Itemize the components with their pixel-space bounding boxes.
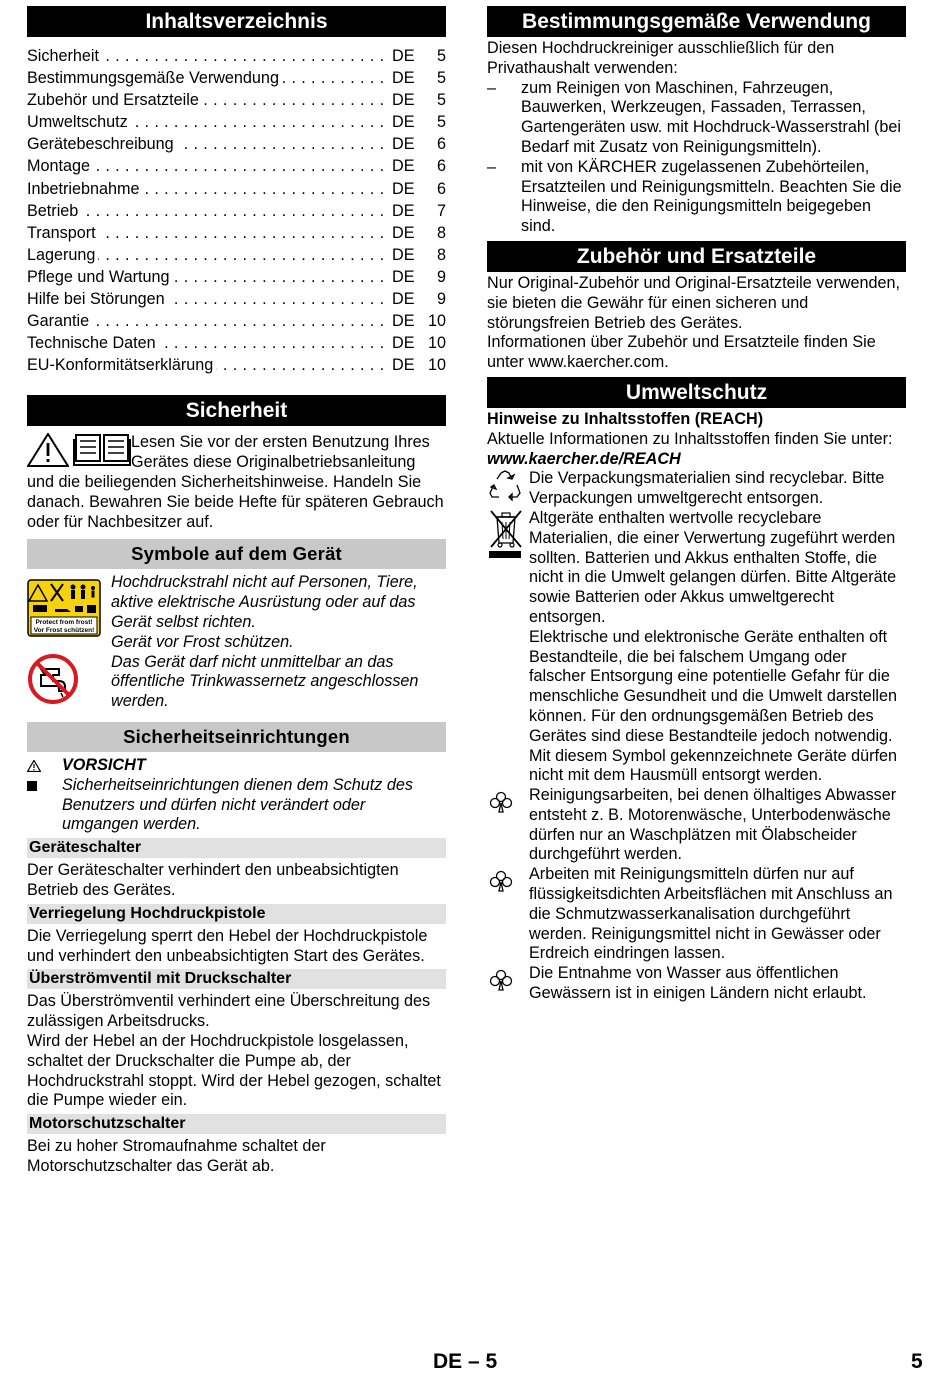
toc-entry-page: 7: [436, 201, 446, 220]
safety-device-text: Die Verriegelung sperrt den Hebel der Hochdruckpistole und verhindert den unbeabsichtigten Start des Gerätes.: [27, 926, 428, 965]
warning-triangle-icon: [27, 433, 69, 467]
toc-entry-page: 8: [436, 245, 446, 264]
sticker-text-de: Vor Frost schützen!: [33, 627, 95, 635]
toc-entry[interactable]: [27, 244, 446, 266]
toc-entry-page: 8: [436, 223, 446, 242]
toc-entry[interactable]: [27, 266, 446, 288]
safety-device-title: Überströmventil mit Druckschalter: [27, 969, 446, 989]
accessories-text-2: Informationen über Zubehör und Ersatzteile finden Sie unter www.kaercher.com.: [487, 333, 876, 372]
toc-entry-title: Hilfe bei Störungen: [27, 290, 168, 308]
right-column: [487, 6, 906, 1004]
safety-device-title: Geräteschalter: [27, 838, 446, 858]
toc-entry-lang: DE: [390, 266, 420, 288]
toc-entry-page: 9: [436, 267, 446, 286]
warning-manual-icon: [27, 433, 131, 473]
safety-intro-line-2: Gerätes diese Originalbetriebsanleitung: [131, 453, 416, 472]
toc-entry[interactable]: [27, 45, 446, 67]
toc-entry-title: Inbetriebnahme: [27, 180, 143, 198]
toc-entry-title: Transport: [27, 224, 99, 242]
environment-note-text: Die Entnahme von Wasser aus öffentlichen Gewässern ist in einigen Ländern nicht erlaubt.: [529, 964, 867, 1003]
safety-device-title: Motorschutzschalter: [27, 1114, 446, 1134]
toc-entry-page: 5: [436, 47, 446, 65]
toc-entry[interactable]: [27, 89, 446, 111]
toc-entry[interactable]: [27, 354, 446, 376]
usage-intro: Diesen Hochdruckreiniger ausschließlich für den Privathaushalt verwenden:: [487, 39, 835, 77]
reach-text: Aktuelle Informationen zu Inhaltsstoffen finden Sie unter:: [487, 429, 893, 448]
footer-section-label: DE – 5: [433, 1350, 498, 1373]
toc-entry[interactable]: [27, 178, 446, 200]
safety-device-text-2: Wird der Hebel an der Hochdruckpistole losgelassen, schaltet der Druckschalter die Pumpe ab, der Hochdruckstrahl stoppt. Wird der Hebel gezogen, schaltet die Pumpe wieder ein.: [27, 1031, 441, 1110]
toc-entry[interactable]: [27, 310, 446, 332]
usage-item-text: zum Reinigen von Maschinen, Fahrzeugen, Bauwerken, Werkzeugen, Fassaden, Terrassen, Gartengeräten usw. mit Hochdruck-Wasserstrahl (bei Bedarf mit Zusatz von Reinigungsmitteln).: [521, 78, 901, 156]
usage-list-item: [487, 79, 906, 158]
symbol-text-frost: Gerät vor Frost schützen.: [111, 632, 294, 651]
toc-entry-page: 5: [436, 69, 446, 88]
bullet-square-icon: [27, 781, 37, 791]
safety-device-text: Bei zu hoher Stromaufnahme schaltet der Motorschutzschalter das Gerät ab.: [27, 1137, 326, 1175]
toc-entry-page: 6: [436, 157, 446, 176]
environment-notes: [487, 786, 906, 1004]
symbol-text-pressure: Hochdruckstrahl nicht auf Personen, Tiere, aktive elektrische Ausrüstung oder auf das Gerät selbst richten.: [111, 573, 418, 631]
toc-entry-title: Pflege und Wartung: [27, 268, 172, 286]
footer-page-number: 5: [911, 1350, 923, 1373]
accessories-text-1: Nur Original-Zubehör und Original-Ersatzteile verwenden, sie bieten die Gewähr für einen sicheren und störungsfreien Betrieb des Gerätes.: [487, 273, 900, 332]
caution-text: Sicherheitseinrichtungen dienen dem Schutz des Benutzers und dürfen nicht verändert oder umgangen werden.: [62, 775, 413, 834]
environment-note-icon: [489, 791, 513, 813]
usage-heading: Bestimmungsgemäße Verwendung: [487, 6, 906, 37]
usage-item-text: mit von KÄRCHER zugelassenen Zubehörteilen, Ersatzteilen und Reinigungsmitteln. Beachten Sie die Hinweise, die den Reinigungsmitteln beigegeben sind.: [521, 157, 902, 236]
environment-note: [487, 865, 906, 964]
toc-entry[interactable]: [27, 332, 446, 354]
caution-block: [27, 756, 446, 835]
toc-entry-page: 9: [436, 290, 446, 309]
toc-entry-lang: DE: [390, 45, 420, 67]
toc-entry-title: Betrieb: [27, 202, 81, 220]
toc-entry-lang: DE: [390, 222, 420, 244]
toc-entry-title: Zubehör und Ersatzteile: [27, 91, 202, 109]
safety-intro-rest: und die beiliegenden Sicherheitshinweise. Handeln Sie danach. Bewahren Sie beide Hefte für späteren Gebrauch oder für Nachbesitzer auf.: [27, 473, 444, 531]
caution-label: VORSICHT: [62, 755, 146, 774]
toc-entry[interactable]: [27, 155, 446, 177]
recycle-text: Die Verpackungsmaterialien sind recyclebar. Bitte Verpackungen umweltgerecht entsorgen.: [529, 469, 885, 508]
toc-entry[interactable]: [27, 67, 446, 89]
toc-entry-lang: DE: [390, 178, 420, 200]
toc-entry-title: EU-Konformitätserklärung: [27, 356, 216, 374]
toc-entry-lang: DE: [390, 354, 420, 376]
toc-entry[interactable]: [27, 222, 446, 244]
manual-book-icon: [73, 433, 131, 467]
safety-heading: Sicherheit: [27, 395, 446, 426]
toc-entry-title: Bestimmungsgemäße Verwendung: [27, 69, 282, 87]
toc-entry-page: 5: [436, 91, 446, 110]
toc-list: [27, 45, 446, 376]
toc-entry-lang: DE: [390, 133, 420, 155]
toc-entry-lang: DE: [390, 244, 420, 266]
safety-device-section: [27, 969, 446, 1111]
sticker-text-en: Protect from frost!: [35, 619, 93, 627]
high-pressure-warning-sticker-icon: [27, 579, 101, 637]
safety-devices-heading: Sicherheitseinrichtungen: [27, 722, 446, 752]
safety-device-sections: [27, 838, 446, 1177]
environment-note: [487, 964, 906, 1004]
usage-list: [487, 79, 906, 237]
environment-note-icon: [489, 870, 513, 892]
toc-entry-lang: DE: [390, 67, 420, 89]
toc-entry-lang: DE: [390, 332, 420, 354]
toc-entry-lang: DE: [390, 310, 420, 332]
toc-entry-title: Garantie: [27, 312, 92, 330]
toc-entry-page: 10: [427, 356, 446, 375]
left-column: [27, 6, 446, 1177]
crossed-bin-icon: [489, 509, 523, 559]
toc-entry-title: Technische Daten: [27, 334, 159, 352]
toc-entry-title: Umweltschutz: [27, 113, 131, 131]
toc-entry-page: 5: [436, 113, 446, 132]
toc-entry-title: Montage: [27, 157, 93, 175]
toc-entry-page: 10: [427, 312, 446, 331]
accessories-heading: Zubehör und Ersatzteile: [487, 241, 906, 272]
no-drinking-water-connection-icon: [27, 653, 79, 705]
dash-bullet: –: [487, 157, 497, 176]
toc-entry[interactable]: [27, 133, 446, 155]
toc-entry[interactable]: [27, 111, 446, 133]
toc-entry-title: Sicherheit: [27, 47, 102, 65]
toc-entry-page: 6: [436, 179, 446, 198]
toc-entry[interactable]: [27, 288, 446, 310]
safety-device-section: [27, 838, 446, 901]
environment-note-icon: [489, 969, 513, 991]
reach-title: Hinweise zu Inhaltsstoffen (REACH): [487, 409, 764, 428]
toc-entry-lang: DE: [390, 200, 420, 222]
safety-device-section: [27, 1114, 446, 1177]
recycle-icon: [487, 469, 523, 503]
symbols-heading: Symbole auf dem Gerät: [27, 539, 446, 569]
toc-heading: Inhaltsverzeichnis: [27, 6, 446, 37]
weee-text-2: Elektrische und elektronische Geräte enthalten oft Bestandteile, die bei falschem Umgang oder falscher Entsorgung eine potentielle Gefahr für die menschliche Gesundheit und die Umwelt darstellen können. Für den ordnungsgemäßen Betrieb des Gerätes sind diese Bestandteile jedoch notwendig. Mit diesem Symbol gekennzeichnete Geräte dürfen nicht mit dem Hausmüll entsorgt werden.: [529, 627, 898, 785]
safety-device-title: Verriegelung Hochdruckpistole: [27, 904, 446, 924]
environment-note-text: Reinigungsarbeiten, bei denen ölhaltiges Abwasser entsteht z. B. Motorenwäsche, Unterbodenwäsche dürfen nur an Waschplätzen mit Ölabscheider durchgeführt werden.: [529, 786, 897, 864]
environment-heading: Umweltschutz: [487, 377, 906, 408]
weee-note: [487, 509, 906, 628]
toc-entry-page: 6: [436, 135, 446, 154]
environment-note-text: Arbeiten mit Reinigungsmitteln dürfen nur auf flüssigkeitsdichten Arbeitsflächen mit Anschluss an die Schmutzwasserkanalisation durchgeführt werden. Reinigungsmittel nicht in Gewässer oder Erdreich eindringen lassen.: [529, 865, 893, 963]
reach-link[interactable]: www.kaercher.de/REACH: [487, 449, 681, 468]
recycle-note: [487, 469, 906, 509]
safety-device-section: [27, 904, 446, 967]
toc-entry-page: 10: [427, 334, 446, 353]
toc-entry-lang: DE: [390, 89, 420, 111]
caution-icon: [27, 760, 41, 772]
safety-device-text: Das Überströmventil verhindert eine Überschreitung des zulässigen Arbeitsdrucks.: [27, 992, 431, 1031]
usage-list-item: [487, 158, 906, 237]
toc-entry[interactable]: [27, 200, 446, 222]
safety-intro-line-1: Lesen Sie vor der ersten Benutzung Ihres: [131, 433, 430, 452]
toc-entry-title: Gerätebeschreibung: [27, 135, 177, 153]
environment-note: [487, 786, 906, 865]
toc-entry-lang: DE: [390, 111, 420, 133]
symbol-text-water: Das Gerät darf nicht unmittelbar an das öffentliche Trinkwassernetz angeschlossen werden.: [111, 652, 419, 711]
symbols-block: [27, 573, 446, 712]
toc-entry-lang: DE: [390, 288, 420, 310]
safety-intro: [27, 433, 446, 532]
dash-bullet: –: [487, 78, 497, 97]
weee-text-1: Altgeräte enthalten wertvolle recyclebare Materialien, die einer Verwertung zugeführt werden sollten. Batterien und Akkus enthalten Stoffe, die nicht in die Umwelt gelangen dürfen. Bitte Altgeräte sowie Batterien oder Akkus umweltgerecht entsorgen.: [529, 508, 897, 626]
safety-device-text: Der Geräteschalter verhindert den unbeabsichtigten Betrieb des Gerätes.: [27, 861, 399, 899]
toc-entry-lang: DE: [390, 155, 420, 177]
toc-entry-title: Lagerung: [27, 246, 98, 264]
